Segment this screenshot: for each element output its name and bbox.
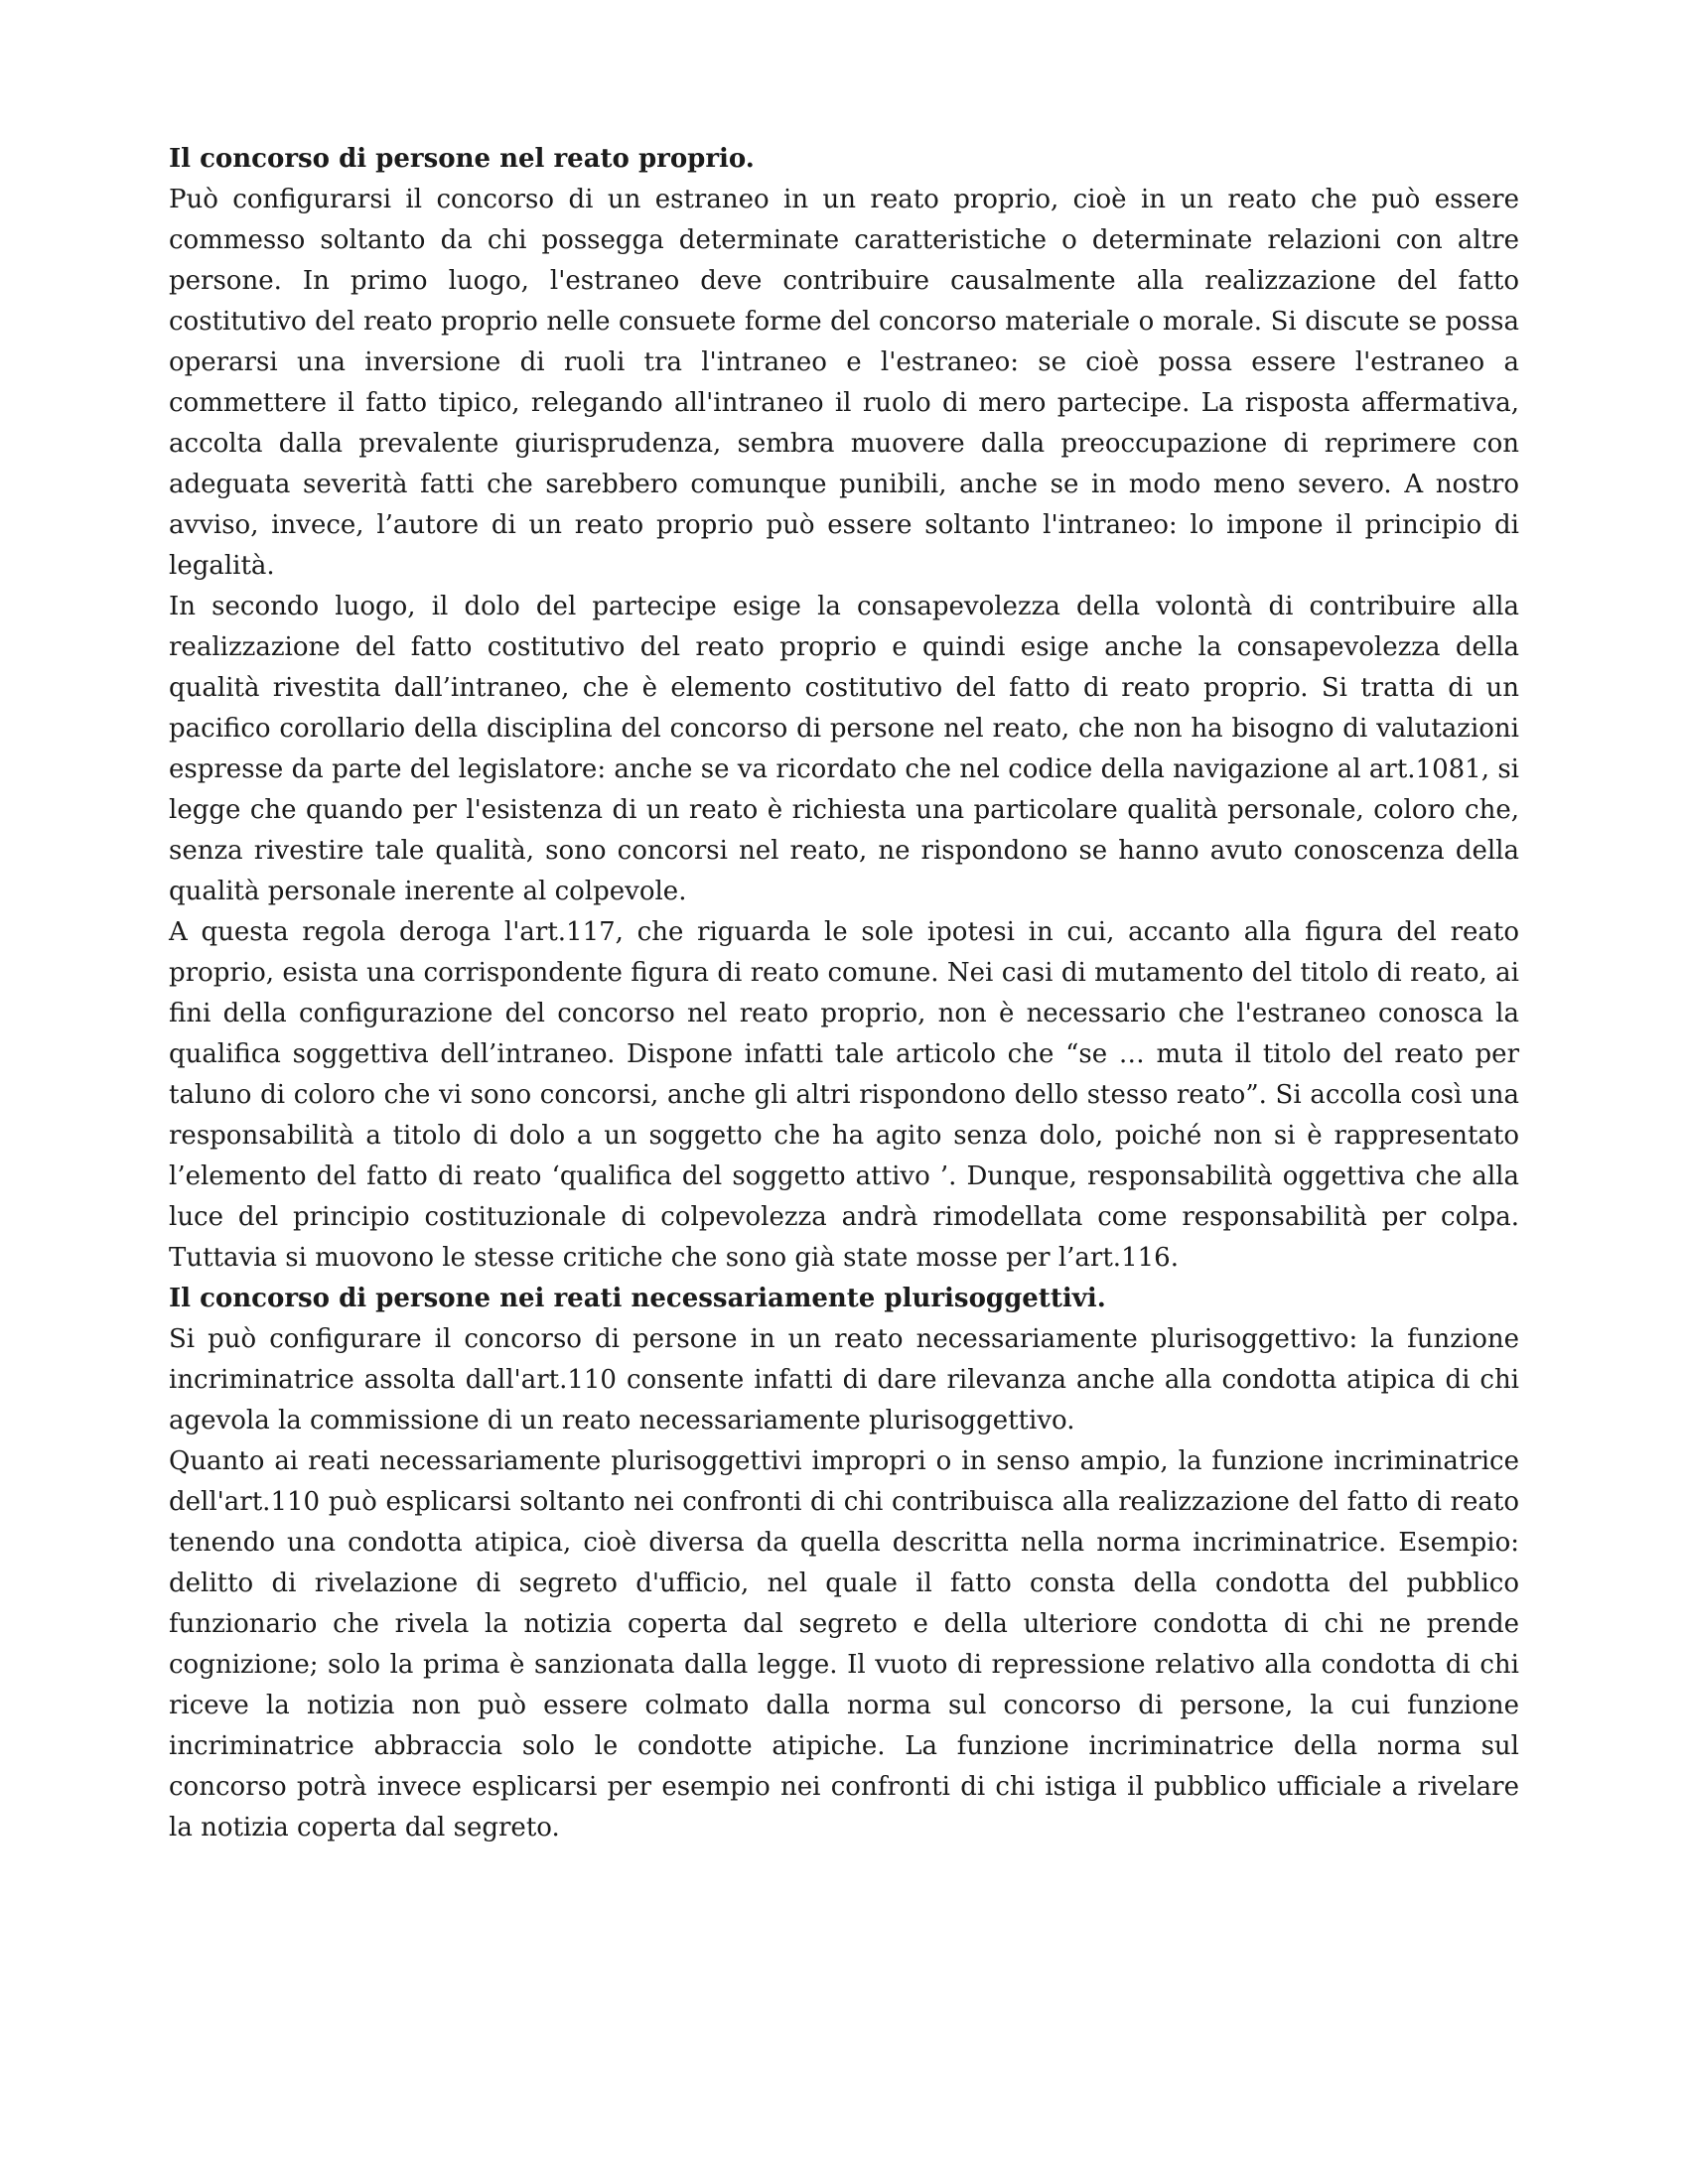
paragraph-reato-proprio-2: In secondo luogo, il dolo del partecipe esige la consapevolezza della volontà di contribuire alla realizzazione del fatto costitutivo del reato proprio e quindi esige anche la consapevolezza della qualità rivestita dall’intraneo, che è elemento costitutivo del fatto di reato proprio. Si tratta di un pacifico corollario della disciplina del concorso di persone nel reato, che non ha bisogno di valutazioni espresse da parte del legislatore: anche se va ricordato che nel codice della navigazione al art.1081, si legge che quando per l'esistenza di un reato è richiesta una particolare qualità personale, coloro che, senza rivestire tale qualità, sono concorsi nel reato, ne rispondono se hanno avuto conoscenza della qualità personale inerente al colpevole. [169,592,1519,906]
paragraph-reato-proprio-3: A questa regola deroga l'art.117, che riguarda le sole ipotesi in cui, accanto alla figura del reato proprio, esista una corrispondente figura di reato comune. Nei casi di mutamento del titolo di reato, ai fini della configurazione del concorso nel reato proprio, non è necessario che l'estraneo conosca la qualifica soggettiva dell’intraneo. Dispone infatti tale articolo che “se … muta il titolo del reato per taluno di coloro che vi sono concorsi, anche gli altri rispondono dello stesso reato”. Si accolla così una responsabilità a titolo di dolo a un soggetto che ha agito senza dolo, poiché non si è rappresentato l’elemento del fatto di reato ‘qualifica del soggetto attivo ’. Dunque, responsabilità oggettiva che alla luce del principio costituzionale di colpevolezza andrà rimodellata come responsabilità per colpa. Tuttavia si muovono le stesse critiche che sono già state mosse per l’art.116. [169,917,1519,1273]
paragraph-reato-proprio-1: Può configurarsi il concorso di un estraneo in un reato proprio, cioè in un reato che può essere commesso soltanto da chi possegga determinate caratteristiche o determinate relazioni con altre persone. In primo luogo, l'estraneo deve contribuire causalmente alla realizzazione del fatto costitutivo del reato proprio nelle consuete forme del concorso materiale o morale. Si discute se possa operarsi una inversione di ruoli tra l'intraneo e l'estraneo: se cioè possa essere l'estraneo a commettere il fatto tipico, relegando all'intraneo il ruolo di mero partecipe. La risposta affermativa, accolta dalla prevalente giurisprudenza, sembra muovere dalla preoccupazione di reprimere con adeguata severità fatti che sarebbero comunque punibili, anche se in modo meno severo. A nostro avviso, invece, l’autore di un reato proprio può essere soltanto l'intraneo: lo impone il principio di legalità. [169,185,1519,581]
document-body [169,139,1519,1848]
paragraph-plurisoggettivi-2: Quanto ai reati necessariamente plurisoggettivi impropri o in senso ampio, la funzione incriminatrice dell'art.110 può esplicarsi soltanto nei confronti di chi contribuisca alla realizzazione del fatto di reato tenendo una condotta atipica, cioè diversa da quella descritta nella norma incriminatrice. Esempio: delitto di rivelazione di segreto d'ufficio, nel quale il fatto consta della condotta del pubblico funzionario che rivela la notizia coperta dal segreto e della ulteriore condotta di chi ne prende cognizione; solo la prima è sanzionata dalla legge. Il vuoto di repressione relativo alla condotta di chi riceve la notizia non può essere colmato dalla norma sul concorso di persone, la cui funzione incriminatrice abbraccia solo le condotte atipiche. La funzione incriminatrice della norma sul concorso potrà invece esplicarsi per esempio nei confronti di chi istiga il pubblico ufficiale a rivelare la notizia coperta dal segreto. [169,1446,1519,1843]
section-heading-reati-plurisoggettivi: Il concorso di persone nei reati necessariamente plurisoggettivi. [169,1284,1106,1313]
section-heading-reato-proprio: Il concorso di persone nel reato proprio. [169,144,755,174]
paragraph-plurisoggettivi-1: Si può configurare il concorso di persone in un reato necessariamente plurisoggettivo: la funzione incriminatrice assolta dall'art.110 consente infatti di dare rilevanza anche alla condotta atipica di chi agevola la commissione di un reato necessariamente plurisoggettivo. [169,1324,1519,1435]
